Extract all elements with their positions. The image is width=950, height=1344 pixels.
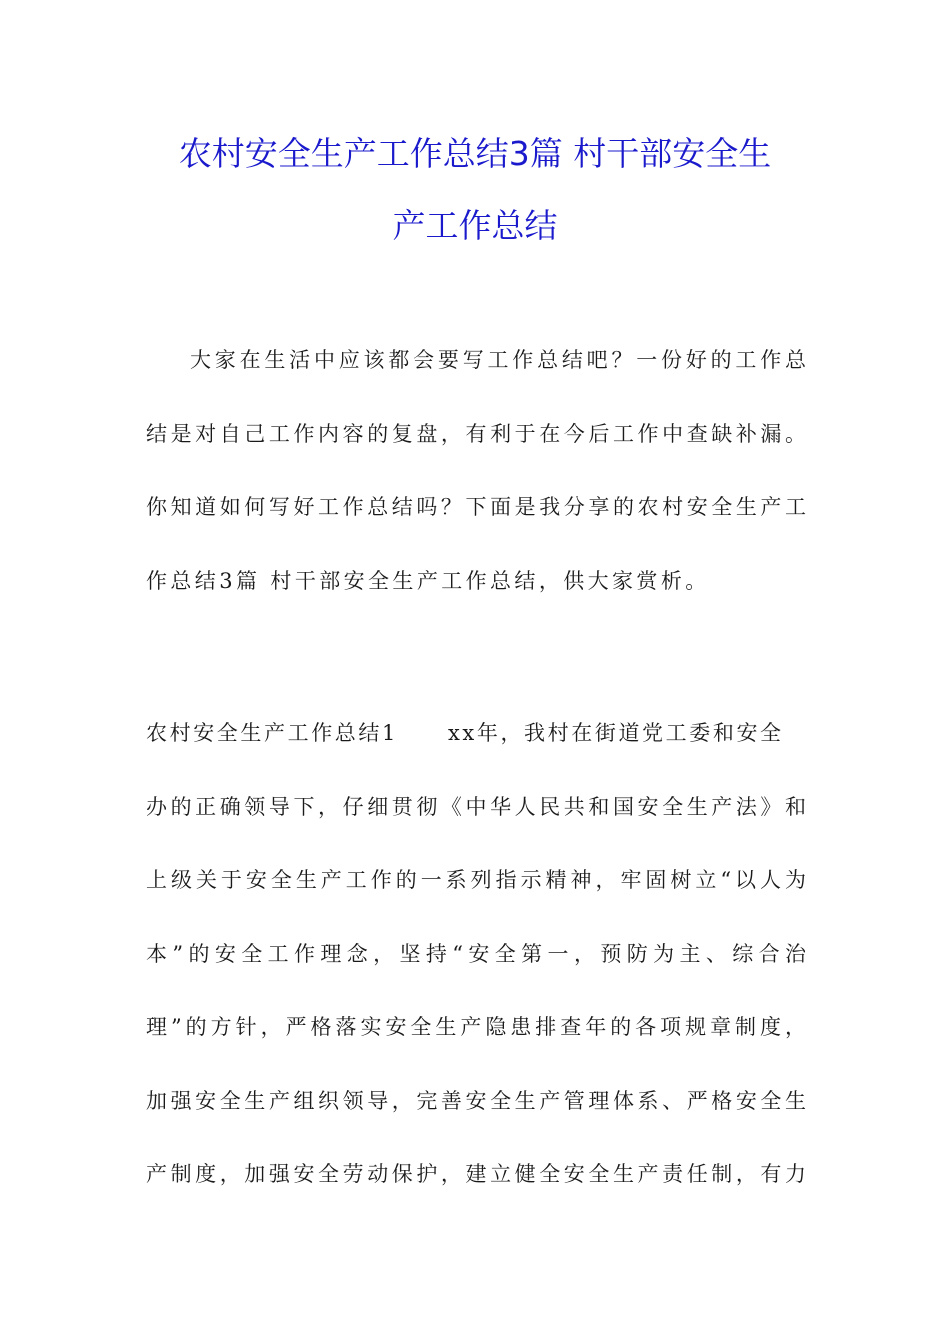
intro-line-3: 你知道如何写好工作总结吗？下面是我分享的农村安全生产工	[146, 495, 806, 519]
section-first-line	[146, 719, 806, 747]
body-line-1: 办的正确领导下，仔细贯彻《中华人民共和国安全生产法》和	[146, 795, 806, 819]
document-title-line-1: 农村安全生产工作总结3篇 村干部安全生	[178, 134, 772, 173]
body-line-4: 理”的方针，严格落实安全生产隐患排查年的各项规章制度，	[146, 1015, 806, 1039]
intro-line-4: 作总结3篇 村干部安全生产工作总结，供大家赏析。	[146, 569, 710, 593]
body-line-2: 上级关于安全生产工作的一系列指示精神，牢固树立“以人为	[146, 868, 806, 892]
intro-line-2: 结是对自己工作内容的复盘，有利于在今后工作中查缺补漏。	[146, 422, 806, 446]
intro-line-1: 大家在生活中应该都会要写工作总结吧？一份好的工作总	[190, 348, 806, 372]
body-line-6: 产制度，加强安全劳动保护，建立健全安全生产责任制，有力	[146, 1162, 806, 1186]
section-heading: 农村安全生产工作总结1	[146, 721, 398, 745]
body-line-3: 本”的安全工作理念，坚持“安全第一，预防为主、综合治	[146, 942, 806, 966]
document-title-line-2: 产工作总结	[392, 206, 558, 245]
body-line-5: 加强安全生产组织领导，完善安全生产管理体系、严格安全生	[146, 1089, 806, 1113]
section-first-line-text: xx年，我村在街道党工委和安全	[447, 721, 784, 745]
